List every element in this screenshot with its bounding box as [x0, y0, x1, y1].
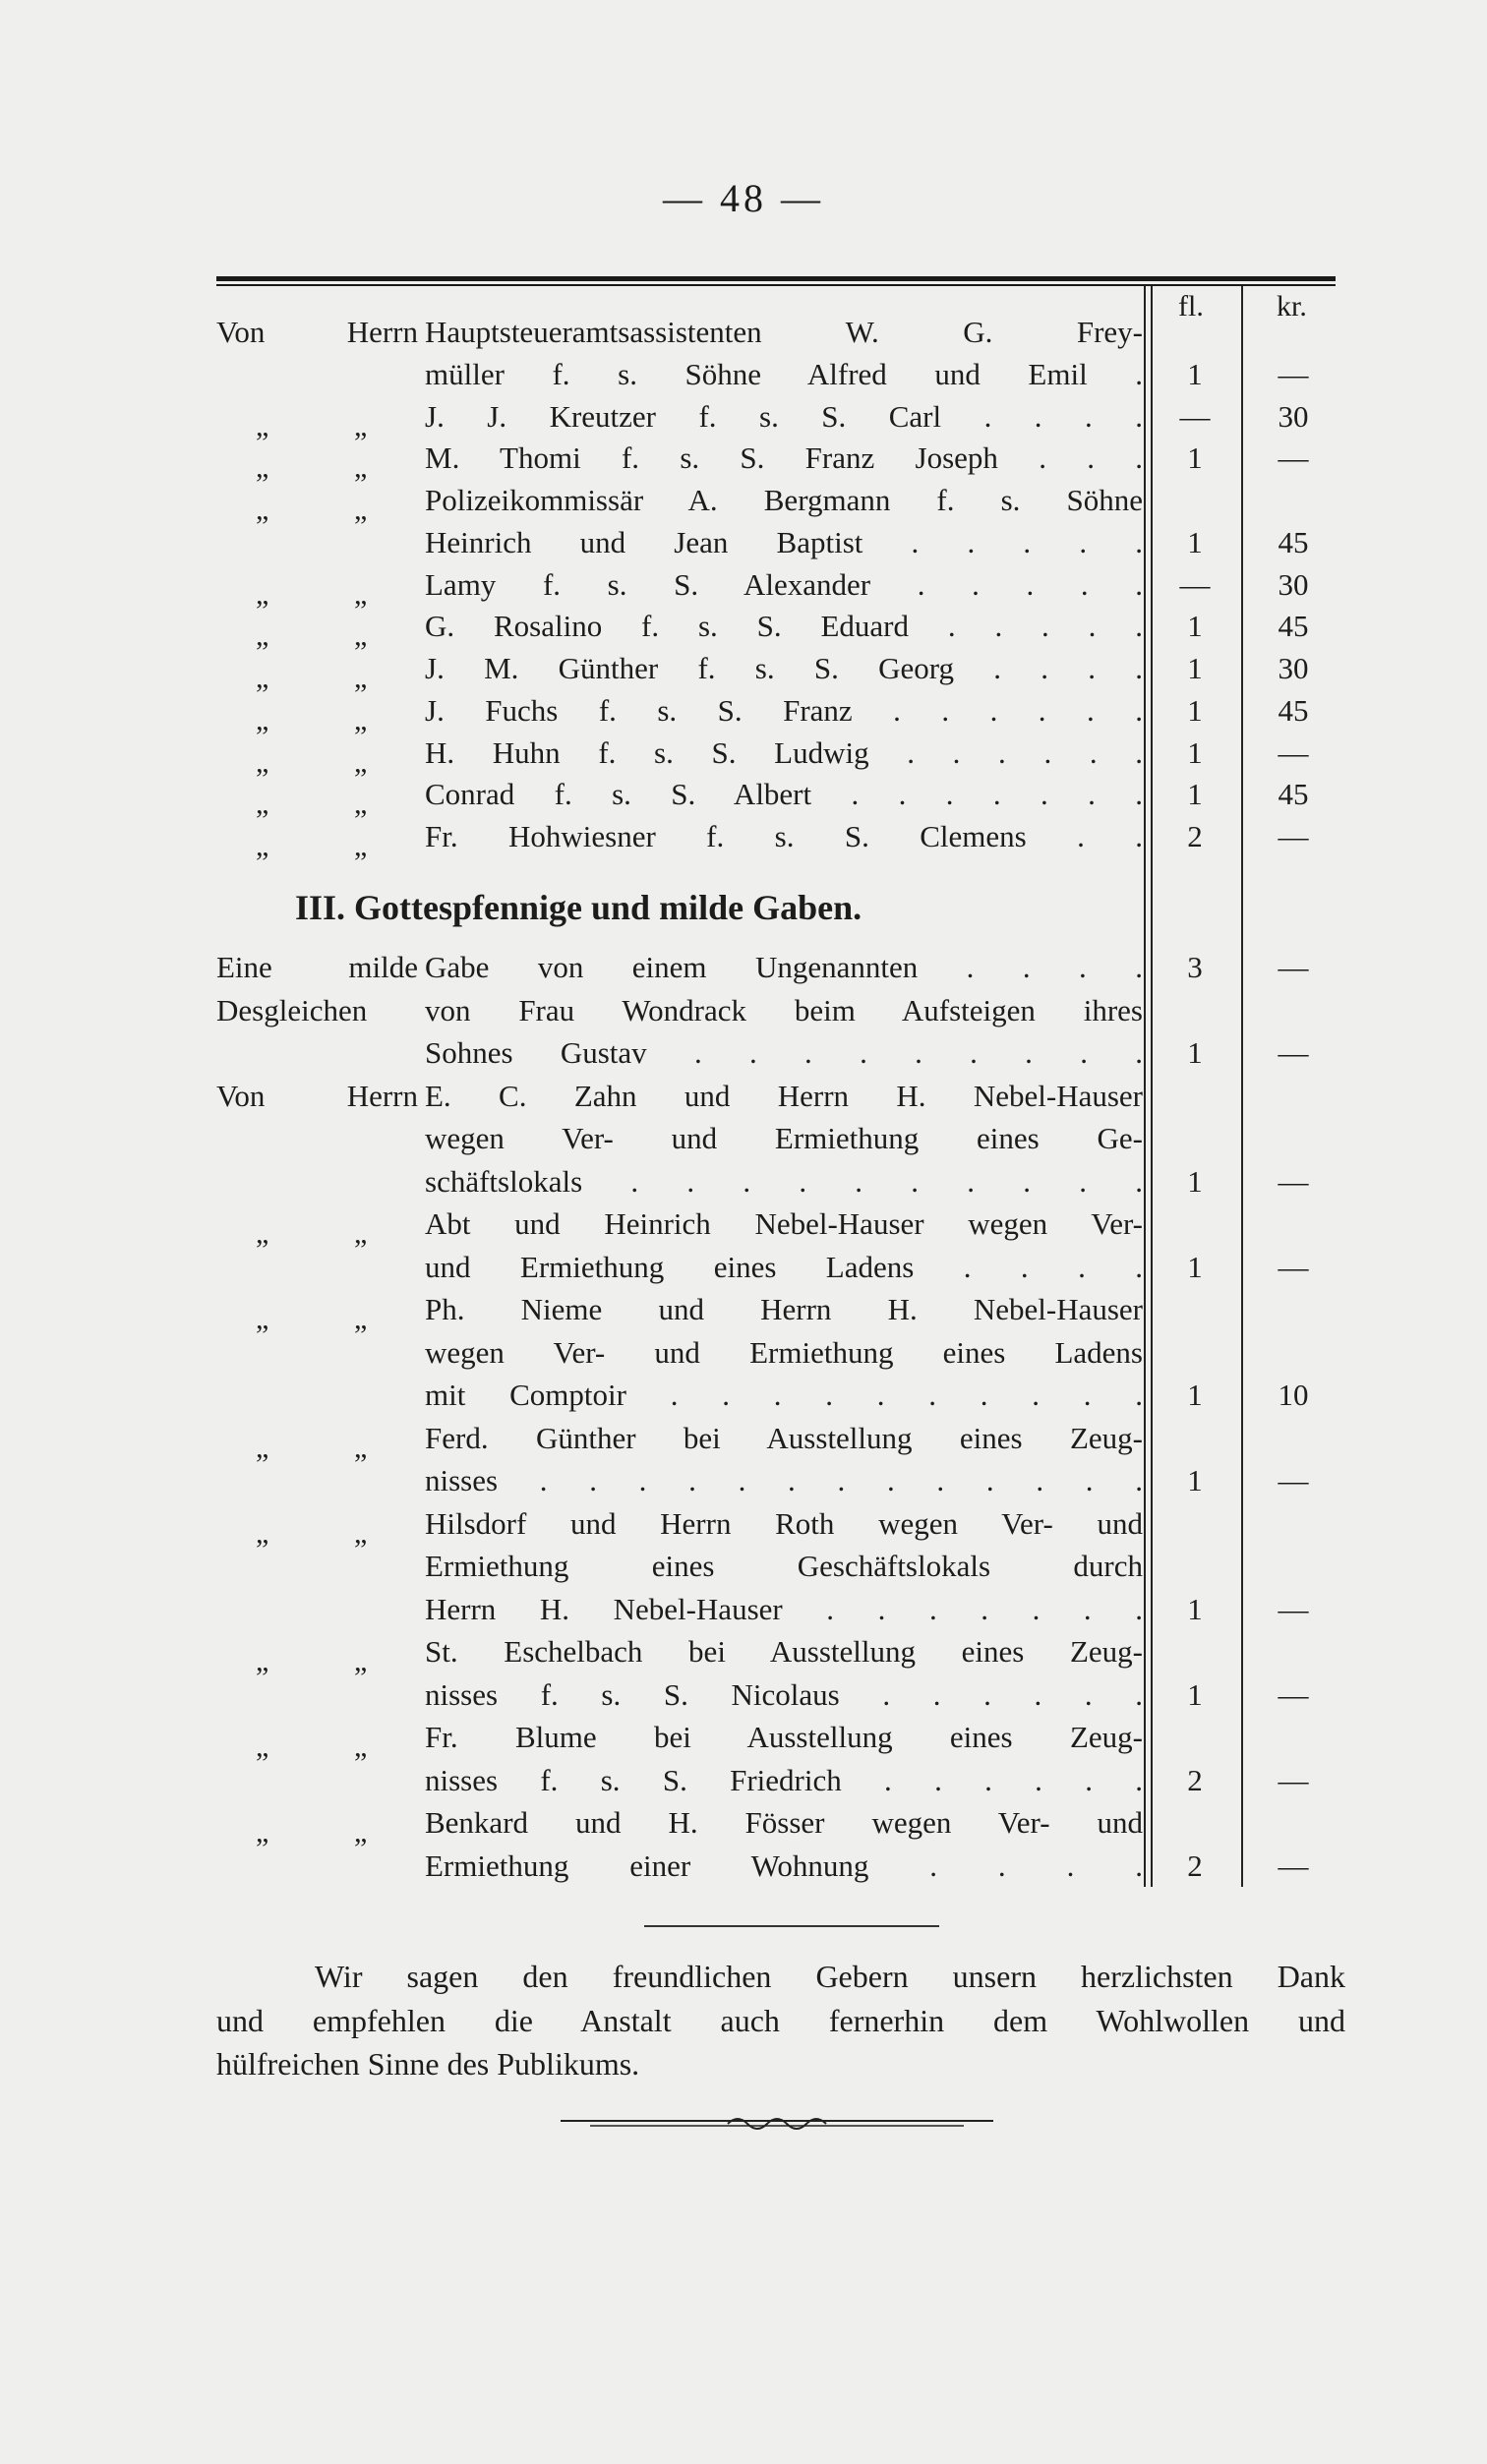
ditto-mark: „ — [354, 662, 368, 694]
amount-gulden: 1 — [1187, 609, 1203, 644]
ditto-mark: „ — [256, 619, 269, 653]
entry-text: wegen Ver- und Ermiethung eines Ge- — [425, 1121, 1143, 1155]
ditto-mark: „ — [256, 1516, 269, 1550]
ditto-mark: „ — [256, 494, 269, 526]
entry-text: M. Thomi f. s. S. Franz Joseph . . . — [425, 440, 1143, 476]
amount-gulden: 1 — [1187, 1378, 1203, 1412]
amount-kreuzer: — — [1278, 734, 1309, 770]
amount-gulden: 1 — [1187, 1163, 1203, 1199]
ditto-mark: „ — [256, 409, 269, 442]
amount-kreuzer: — — [1278, 356, 1309, 391]
closing-divider — [644, 1925, 939, 1927]
amount-gulden: 1 — [1187, 1035, 1203, 1070]
amount-gulden: 1 — [1187, 777, 1203, 812]
entry-text: Fr. Hohwiesner f. s. S. Clemens . . — [425, 819, 1143, 853]
amount-gulden: 1 — [1187, 440, 1203, 476]
amount-kreuzer: 45 — [1278, 692, 1309, 728]
entry-line — [216, 607, 1338, 653]
column-header-kr: kr. — [1277, 290, 1307, 323]
column-header-fl: fl. — [1178, 290, 1204, 323]
entry-line — [216, 1718, 1338, 1763]
table-top-rule — [216, 276, 1336, 281]
entry-line — [216, 1290, 1338, 1335]
amount-gulden: 1 — [1187, 356, 1203, 391]
ditto-mark: „ — [354, 577, 368, 611]
entry-text: nisses f. s. S. Nicolaus . . . . . . — [425, 1676, 1143, 1712]
amount-kreuzer: — — [1278, 819, 1309, 853]
ditto-mark: „ — [354, 745, 368, 779]
ditto-mark: „ — [256, 1303, 269, 1335]
amount-kreuzer: 45 — [1278, 777, 1309, 812]
ornament-divider — [561, 2114, 993, 2134]
entry-text: Lamy f. s. S. Alexander . . . . . — [425, 566, 1143, 602]
ditto-mark: „ — [354, 830, 368, 862]
amount-kreuzer: — — [1278, 440, 1309, 476]
entry-text: mit Comptoir . . . . . . . . . . — [425, 1378, 1143, 1412]
entry-text: J. M. Günther f. s. S. Georg . . . . — [425, 651, 1143, 685]
entry-line — [216, 991, 1338, 1030]
amount-gulden: 1 — [1187, 651, 1203, 685]
entry-text: E. C. Zahn und Herrn H. Nebel-Hauser — [425, 1078, 1143, 1113]
entry-line — [216, 1504, 1338, 1550]
amount-kreuzer: 45 — [1278, 524, 1309, 559]
ditto-mark: „ — [354, 1516, 368, 1550]
entry-text: schäftslokals . . . . . . . . . . — [425, 1163, 1143, 1199]
entry-line — [216, 565, 1338, 611]
entry-line — [216, 775, 1338, 821]
entry-line — [216, 1376, 1338, 1415]
entry-line — [216, 733, 1338, 779]
entry-line — [216, 1204, 1338, 1250]
entry-line — [216, 1847, 1338, 1886]
amount-gulden: 1 — [1187, 734, 1203, 770]
ditto-mark: „ — [256, 788, 269, 821]
amount-kreuzer: 30 — [1278, 651, 1309, 685]
entry-text: nisses f. s. S. Friedrich . . . . . . — [425, 1762, 1143, 1797]
ditto-mark: „ — [354, 1645, 368, 1677]
amount-gulden: 3 — [1187, 950, 1203, 984]
amount-kreuzer: 45 — [1278, 609, 1309, 644]
entry-line — [216, 1033, 1338, 1073]
closing-line: hülfreichen Sinne des Publikums. — [216, 2046, 640, 2082]
entry-prefix: Desgleichen — [216, 992, 368, 1027]
ditto-mark: „ — [256, 1731, 269, 1763]
ditto-mark: „ — [354, 1217, 368, 1250]
entry-line — [216, 1248, 1338, 1287]
amount-gulden: 2 — [1187, 1848, 1203, 1883]
entry-text: und Ermiethung eines Ladens . . . . — [425, 1249, 1143, 1284]
amount-gulden: 2 — [1187, 1762, 1203, 1797]
entry-text: St. Eschelbach bei Ausstellung eines Zeug- — [425, 1634, 1143, 1669]
entry-text: Polizeikommissär A. Bergmann f. s. Söhne — [425, 483, 1143, 517]
section-heading: III. Gottespfennige und milde Gaben. — [295, 888, 862, 927]
entry-text: Herrn H. Nebel-Hauser . . . . . . . — [425, 1591, 1143, 1626]
entry-text: Gabe von einem Ungenannten . . . . — [425, 950, 1143, 984]
entry-text: Ph. Nieme und Herrn H. Nebel-Hauser — [425, 1292, 1143, 1326]
entry-text: Benkard und H. Fösser wegen Ver- und — [425, 1805, 1143, 1840]
ditto-mark: „ — [256, 1645, 269, 1677]
ditto-mark: „ — [354, 788, 368, 821]
entry-text: wegen Ver- und Ermiethung eines Ladens — [425, 1334, 1143, 1370]
table-top-rule-thin — [216, 284, 1336, 286]
entry-line — [216, 355, 1338, 394]
amount-gulden: 1 — [1187, 524, 1203, 559]
entry-line — [216, 1333, 1338, 1373]
entry-text: J. J. Kreutzer f. s. S. Carl . . . . — [425, 398, 1143, 434]
entry-line — [216, 1590, 1338, 1629]
entry-text: Sohnes Gustav . . . . . . . . . — [425, 1035, 1143, 1070]
entry-text: von Frau Wondrack beim Aufsteigen ihres — [425, 992, 1143, 1027]
entry-text: Ermiethung einer Wohnung . . . . — [425, 1848, 1143, 1883]
entry-prefix: Von Herrn — [216, 315, 418, 349]
amount-kreuzer: — — [1278, 1249, 1309, 1284]
ditto-mark: „ — [354, 1816, 368, 1848]
ditto-mark: „ — [256, 1217, 269, 1250]
closing-line: und empfehlen die Anstalt auch fernerhin dem Wohlwollen und — [216, 2003, 1345, 2038]
entry-text: Ermiethung eines Geschäftslokals durch — [425, 1549, 1143, 1583]
entry-prefix: Eine milde — [216, 950, 418, 984]
amount-kreuzer: 10 — [1278, 1378, 1309, 1412]
amount-gulden: 1 — [1187, 1591, 1203, 1626]
entry-line — [216, 1119, 1338, 1158]
amount-kreuzer: — — [1278, 1463, 1309, 1497]
entry-prefix: Von Herrn — [216, 1078, 418, 1113]
entry-text: Hauptsteueramtsassistenten W. G. Frey- — [425, 315, 1143, 349]
ditto-mark: „ — [354, 1731, 368, 1763]
entry-text: müller f. s. Söhne Alfred und Emil . — [425, 356, 1143, 391]
entry-line — [216, 1547, 1338, 1586]
entry-line — [216, 948, 1338, 987]
entry-line — [216, 1632, 1338, 1677]
ditto-mark: „ — [256, 745, 269, 779]
entry-text: Heinrich und Jean Baptist . . . . . — [425, 524, 1143, 559]
entry-line — [216, 817, 1338, 862]
entry-line — [216, 1419, 1338, 1464]
entry-line — [216, 649, 1338, 694]
entry-text: Hilsdorf und Herrn Roth wegen Ver- und — [425, 1505, 1143, 1541]
entry-line — [216, 313, 1338, 352]
ditto-mark: „ — [354, 494, 368, 526]
amount-gulden: 2 — [1187, 819, 1203, 853]
entry-text: nisses . . . . . . . . . . . . . — [425, 1463, 1143, 1497]
amount-kreuzer: — — [1278, 1762, 1309, 1797]
entry-line — [216, 439, 1338, 485]
amount-kreuzer: — — [1278, 1163, 1309, 1199]
entry-line — [216, 1077, 1338, 1116]
ditto-mark: „ — [256, 577, 269, 611]
ditto-mark: „ — [354, 619, 368, 653]
amount-kreuzer: — — [1278, 1848, 1309, 1883]
ditto-mark: „ — [354, 1303, 368, 1335]
amount-gulden: 1 — [1187, 1463, 1203, 1497]
page-number: — 48 — — [663, 176, 824, 220]
ditto-mark: „ — [256, 1816, 269, 1848]
entry-line — [216, 1675, 1338, 1715]
ditto-mark: „ — [256, 662, 269, 694]
entry-text: G. Rosalino f. s. S. Eduard . . . . . — [425, 609, 1143, 644]
amount-kreuzer: — — [1278, 1591, 1309, 1626]
amount-gulden: — — [1179, 566, 1211, 602]
amount-gulden: 1 — [1187, 1676, 1203, 1712]
entry-line — [216, 1461, 1338, 1500]
entry-line — [216, 1761, 1338, 1800]
entry-line — [216, 691, 1338, 736]
amount-kreuzer: — — [1278, 950, 1309, 984]
entry-text: H. Huhn f. s. S. Ludwig . . . . . . — [425, 734, 1143, 770]
entry-line — [216, 1803, 1338, 1848]
entry-line — [216, 481, 1338, 526]
entry-text: Fr. Blume bei Ausstellung eines Zeug- — [425, 1720, 1143, 1754]
entry-text: Ferd. Günther bei Ausstellung eines Zeug- — [425, 1420, 1143, 1455]
closing-line: Wir sagen den freundlichen Gebern unsern herzlichsten Dank — [315, 1959, 1345, 1994]
amount-kreuzer: 30 — [1278, 398, 1309, 434]
ditto-mark: „ — [354, 1431, 368, 1464]
amount-kreuzer: — — [1278, 1676, 1309, 1712]
entry-line — [216, 1162, 1338, 1202]
amount-kreuzer: 30 — [1278, 566, 1309, 602]
ditto-mark: „ — [256, 830, 269, 862]
ditto-mark: „ — [256, 451, 269, 485]
entry-text: Abt und Heinrich Nebel-Hauser wegen Ver- — [425, 1206, 1143, 1241]
entry-text: J. Fuchs f. s. S. Franz . . . . . . — [425, 692, 1143, 728]
ditto-mark: „ — [354, 451, 368, 485]
ditto-mark: „ — [354, 409, 368, 442]
entry-line — [216, 523, 1338, 562]
entry-line — [216, 397, 1338, 442]
amount-gulden: 1 — [1187, 1249, 1203, 1284]
amount-gulden: — — [1179, 398, 1211, 434]
amount-kreuzer: — — [1278, 1035, 1309, 1070]
entry-text: Conrad f. s. S. Albert . . . . . . . — [425, 777, 1143, 812]
ditto-mark: „ — [256, 1431, 269, 1464]
amount-gulden: 1 — [1187, 692, 1203, 728]
ditto-mark: „ — [256, 703, 269, 736]
ditto-mark: „ — [354, 703, 368, 736]
